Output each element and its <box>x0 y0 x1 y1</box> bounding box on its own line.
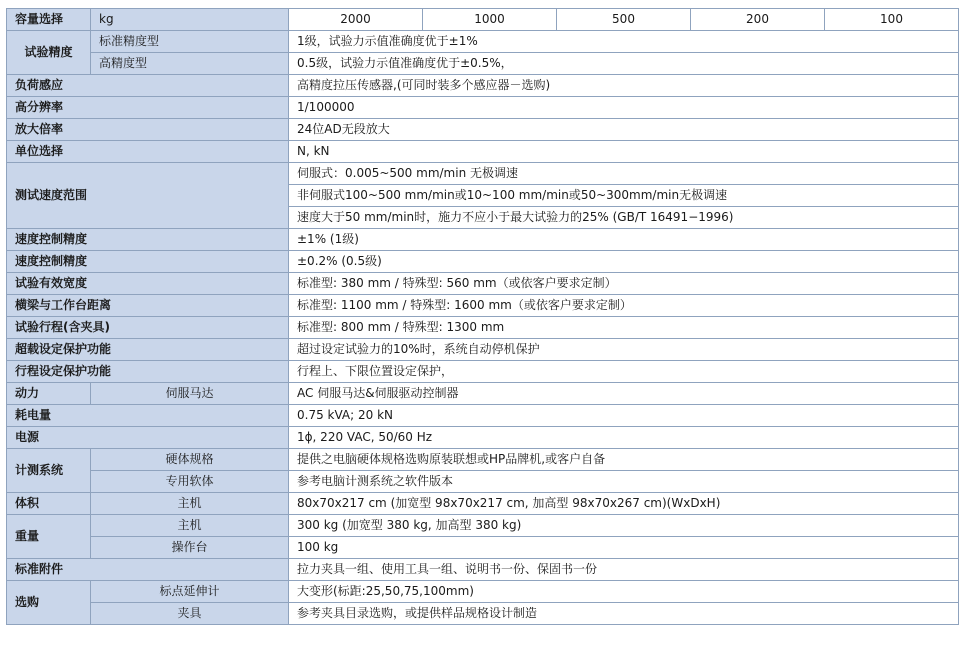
measurement-software-label: 专用软体 <box>91 471 289 493</box>
row-power-drive <box>7 383 959 405</box>
optional-extensometer-value: 大变形(标距:25,50,75,100mm) <box>289 581 959 603</box>
row-stroke <box>7 317 959 339</box>
row-accuracy-high <box>7 53 959 75</box>
capacity-label: 容量选择 <box>7 9 91 31</box>
optional-label: 选购 <box>7 581 91 625</box>
row-weight-main <box>7 515 959 537</box>
measurement-label: 计测系统 <box>7 449 91 493</box>
accessories-value: 拉力夹具一组、使用工具一组、说明书一份、保固书一份 <box>289 559 959 581</box>
speed-accuracy-value: ±1% (1级) <box>289 229 959 251</box>
row-accuracy-standard <box>7 31 959 53</box>
units-value: N, kN <box>289 141 959 163</box>
optional-extensometer-label: 标点延伸计 <box>91 581 289 603</box>
row-consumption <box>7 405 959 427</box>
row-overload <box>7 339 959 361</box>
accuracy-high-value: 0.5级，试验力示值准确度优于±0.5%， <box>289 53 959 75</box>
row-amplification <box>7 119 959 141</box>
capacity-unit: kg <box>91 9 289 31</box>
speed-range-label: 测试速度范围 <box>7 163 289 229</box>
row-beam-distance <box>7 295 959 317</box>
volume-sub: 主机 <box>91 493 289 515</box>
speed-range-line: 伺服式：0.005~500 mm/min 无极调速 <box>289 163 959 185</box>
amplification-value: 24位AD无段放大 <box>289 119 959 141</box>
volume-value: 80x70x217 cm (加宽型 98x70x217 cm, 加高型 98x70x267 cm)(WxDxH) <box>289 493 959 515</box>
capacity-value: 1000 <box>423 9 557 31</box>
weight-main-label: 主机 <box>91 515 289 537</box>
stroke-protect-label: 行程设定保护功能 <box>7 361 289 383</box>
beam-distance-value: 标准型: 1100 mm / 特殊型: 1600 mm（或依客户要求定制） <box>289 295 959 317</box>
power-supply-value: 1ϕ, 220 VAC, 50/60 Hz <box>289 427 959 449</box>
speed-accuracy-label: 速度控制精度 <box>7 251 289 273</box>
stroke-value: 标准型: 800 mm / 特殊型: 1300 mm <box>289 317 959 339</box>
row-capacity <box>7 9 959 31</box>
row-measurement-hardware <box>7 449 959 471</box>
power-drive-label: 动力 <box>7 383 91 405</box>
weight-label: 重量 <box>7 515 91 559</box>
measurement-hardware-value: 提供之电脑硬体规格选购原装联想或HP品牌机,或客户自备 <box>289 449 959 471</box>
stroke-protect-value: 行程上、下限位置设定保护， <box>289 361 959 383</box>
power-drive-value: AC 伺服马达&伺服驱动控制器 <box>289 383 959 405</box>
stroke-label: 试验行程(含夹具) <box>7 317 289 339</box>
beam-distance-label: 横梁与工作台距离 <box>7 295 289 317</box>
load-sensor-value: 高精度拉压传感器,(可同时装多个感应器－选购) <box>289 75 959 97</box>
consumption-label: 耗电量 <box>7 405 289 427</box>
speed-range-line: 速度大于50 mm/min时，施力不应小于最大试验力的25% (GB/T 16491−1996) <box>289 207 959 229</box>
load-sensor-label: 负荷感应 <box>7 75 289 97</box>
accessories-label: 标准附件 <box>7 559 289 581</box>
weight-console-label: 操作台 <box>91 537 289 559</box>
amplification-label: 放大倍率 <box>7 119 289 141</box>
row-optional-extensometer <box>7 581 959 603</box>
optional-fixture-label: 夹具 <box>91 603 289 625</box>
power-supply-label: 电源 <box>7 427 289 449</box>
overload-label: 超载设定保护功能 <box>7 339 289 361</box>
speed-accuracy-label: 速度控制精度 <box>7 229 289 251</box>
row-measurement-software <box>7 471 959 493</box>
effective-width-label: 试验有效宽度 <box>7 273 289 295</box>
row-stroke-protect <box>7 361 959 383</box>
row-speed-accuracy-2 <box>7 251 959 273</box>
power-drive-sub: 伺服马达 <box>91 383 289 405</box>
resolution-label: 高分辨率 <box>7 97 289 119</box>
row-resolution <box>7 97 959 119</box>
optional-fixture-value: 参考夹具目录选购，或提供样品规格设计制造 <box>289 603 959 625</box>
row-weight-console <box>7 537 959 559</box>
row-accessories <box>7 559 959 581</box>
capacity-value: 500 <box>557 9 691 31</box>
capacity-value: 2000 <box>289 9 423 31</box>
speed-accuracy-value: ±0.2% (0.5级) <box>289 251 959 273</box>
specification-table <box>6 8 959 625</box>
units-label: 单位选择 <box>7 141 289 163</box>
weight-console-value: 100 kg <box>289 537 959 559</box>
row-speed-range-1 <box>7 163 959 185</box>
measurement-hardware-label: 硬体规格 <box>91 449 289 471</box>
speed-range-line: 非伺服式100~500 mm/min或10~100 mm/min或50~300mm/min无极调速 <box>289 185 959 207</box>
overload-value: 超过设定试验力的10%时，系统自动停机保护 <box>289 339 959 361</box>
weight-main-value: 300 kg (加宽型 380 kg, 加高型 380 kg) <box>289 515 959 537</box>
accuracy-high-label: 高精度型 <box>91 53 289 75</box>
row-effective-width <box>7 273 959 295</box>
effective-width-value: 标准型: 380 mm / 特殊型: 560 mm（或依客户要求定制） <box>289 273 959 295</box>
row-volume <box>7 493 959 515</box>
measurement-software-value: 参考电脑计测系统之软件版本 <box>289 471 959 493</box>
resolution-value: 1/100000 <box>289 97 959 119</box>
row-power-supply <box>7 427 959 449</box>
volume-label: 体积 <box>7 493 91 515</box>
row-load-sensor <box>7 75 959 97</box>
row-optional-fixture <box>7 603 959 625</box>
accuracy-standard-value: 1级，试验力示值准确度优于±1% <box>289 31 959 53</box>
accuracy-label: 试验精度 <box>7 31 91 75</box>
row-speed-accuracy-1 <box>7 229 959 251</box>
consumption-value: 0.75 kVA; 20 kN <box>289 405 959 427</box>
capacity-value: 200 <box>691 9 825 31</box>
row-units <box>7 141 959 163</box>
capacity-value: 100 <box>825 9 959 31</box>
accuracy-standard-label: 标准精度型 <box>91 31 289 53</box>
